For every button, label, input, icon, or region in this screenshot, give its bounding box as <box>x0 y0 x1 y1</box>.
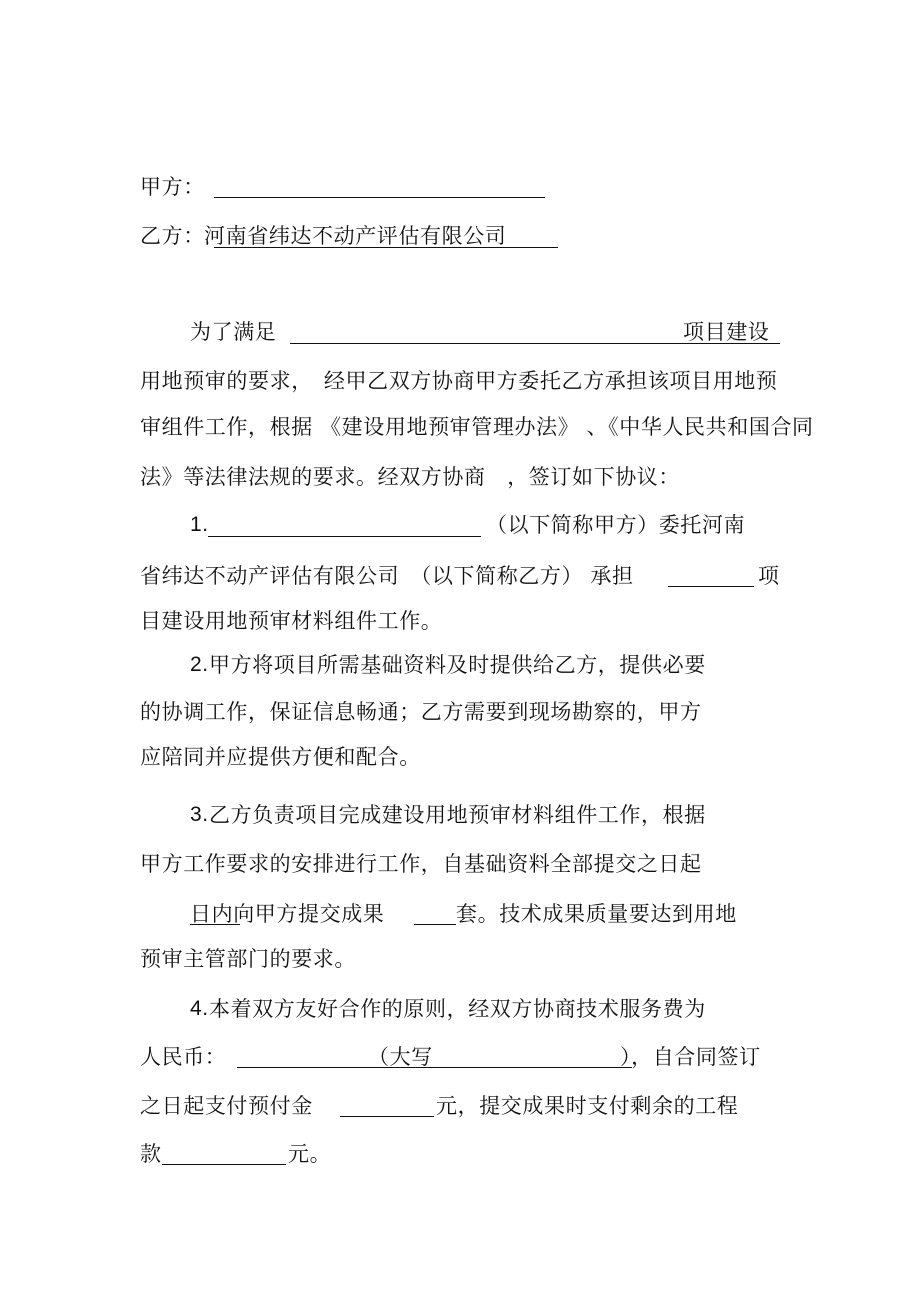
clause4-number: 4. <box>190 997 209 1020</box>
clause3-line1: 乙方负责项目完成建设用地预审材料组件工作，根据 <box>209 803 706 827</box>
clause4-line2-c: ），自合同签订 <box>620 1045 761 1069</box>
party-a-blank <box>214 197 545 198</box>
clause1-party-blank <box>208 536 481 537</box>
party-a-label: 甲方： <box>140 175 205 199</box>
clause2-line3: 应陪同并应提供方便和配合。 <box>140 745 421 769</box>
intro-line2: 用地预审的要求， 经甲乙双方协商甲方委托乙方承担该项目用地预 <box>140 369 778 393</box>
clause1-line1: （以下简称甲方）委托河南 <box>486 513 746 537</box>
clause2-line1: 甲方将项目所需基础资料及时提供给乙方，提供必要 <box>209 653 706 677</box>
prepayment-blank <box>340 1116 434 1117</box>
clause3-line3-b: 套。技术成果质量要达到用地 <box>456 902 737 926</box>
intro-line1-prefix: 为了满足 <box>190 320 277 344</box>
clause3-days-underline <box>190 924 240 925</box>
clause3-number: 3. <box>190 803 209 826</box>
party-b-name: 河南省纬达不动产评估有限公司 <box>204 224 507 248</box>
party-b-underline <box>214 247 558 248</box>
clause1-line2-suffix: 项 <box>758 564 780 588</box>
clause1-project-blank <box>668 586 754 587</box>
clause2-number: 2. <box>190 653 209 676</box>
intro-line3: 审组件工作，根据 《建设用地预审管理办法》 、《中华人民共和国合同 <box>140 415 814 439</box>
intro-line4: 法》等法律法规的要求。经双方协商 ，签订如下协议： <box>140 465 680 489</box>
clause3-sets-blank <box>414 924 456 925</box>
party-b-label: 乙方： <box>140 224 205 248</box>
clause1-line2: 省纬达不动产评估有限公司 （以下简称乙方） 承担 <box>140 564 634 588</box>
clause4-line4-b: 元。 <box>288 1142 332 1166</box>
intro-line1-suffix: 项目建设 <box>683 320 770 344</box>
fee-amount-blank <box>237 1067 632 1068</box>
clause1-line3: 目建设用地预审材料组件工作。 <box>140 609 443 633</box>
clause3-line2: 甲方工作要求的安排进行工作，自基础资料全部提交之日起 <box>140 852 702 876</box>
project-name-blank <box>290 343 780 344</box>
balance-blank <box>162 1164 286 1165</box>
clause4-line4-a: 款 <box>140 1142 162 1166</box>
clause4-line1: 本着双方友好合作的原则，经双方协商技术服务费为 <box>209 997 706 1021</box>
clause3-line3-a: 日内向甲方提交成果 <box>190 902 385 926</box>
clause1-number: 1. <box>190 513 209 536</box>
clause4-line3-a: 之日起支付预付金 <box>140 1094 313 1118</box>
clause4-line2-a: 人民币： <box>140 1045 227 1069</box>
clause4-line3-b: 元，提交成果时支付剩余的工程 <box>436 1094 739 1118</box>
clause4-line2-b: （大写 <box>368 1045 433 1069</box>
clause2-line2: 的协调工作，保证信息畅通；乙方需要到现场勘察的，甲方 <box>140 700 702 724</box>
clause3-line4: 预审主管部门的要求。 <box>140 947 356 971</box>
